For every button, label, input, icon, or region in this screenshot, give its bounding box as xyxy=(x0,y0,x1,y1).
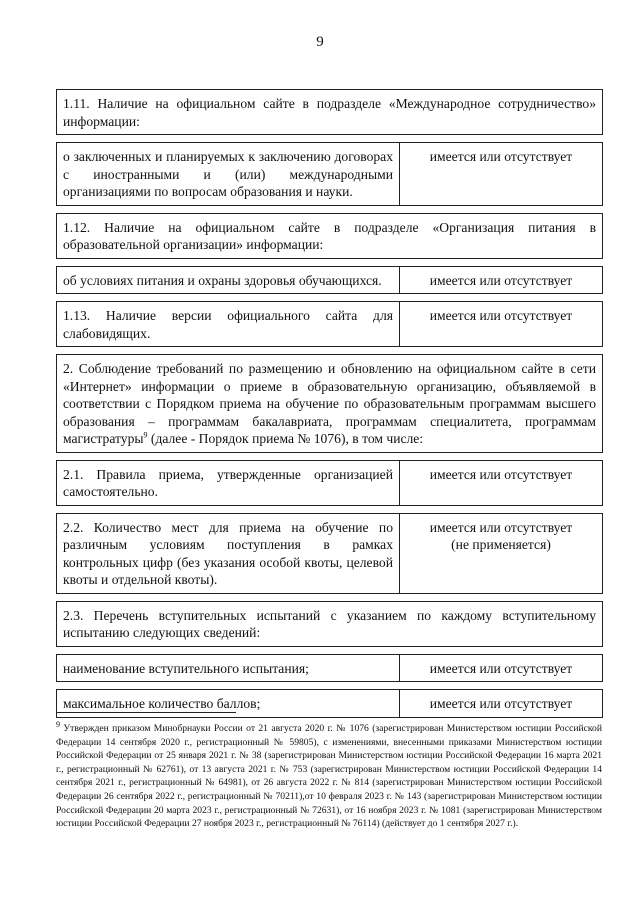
table-row xyxy=(57,143,603,206)
section-2-3-row-2-item: максимальное количество баллов; xyxy=(57,690,400,718)
section-2-3-row-1-item: наименование вступительного испытания; xyxy=(57,654,400,682)
section-2-title-part2: (далее - Порядок приема № 1076), в том числе: xyxy=(147,431,424,446)
footnote-mark: 9 xyxy=(143,430,148,440)
section-1-11-title: 1.11. Наличие на официальном сайте в подразделе «Международное сотрудничество» информации: xyxy=(57,90,603,135)
section-1-12-value: имеется или отсутствует xyxy=(400,266,603,294)
section-2-1-item: 2.1. Правила приема, утвержденные организацией самостоятельно. xyxy=(57,460,400,505)
section-2-2-value-cell xyxy=(400,513,603,593)
footnote-separator xyxy=(56,712,236,713)
section-2-2-value-note: (не применяется) xyxy=(451,537,551,552)
footnote-number: 9 xyxy=(56,719,60,729)
section-2-2-value: имеется или отсутствует xyxy=(429,519,573,535)
section-1-13-value: имеется или отсутствует xyxy=(400,302,603,347)
section-2-title-part1: 2. Соблюдение требований по размещению и обновлению на официальном сайте в сети «Интернет» информации о приеме в образовательную организацию, объявляемой в соответствии с Порядком приема на обучение по образовательным программам высшего образования – программам бакалавриата, программам специалитета, программам магистратуры xyxy=(63,361,597,446)
footnote-text: Утвержден приказом Минобрнауки России от 21 августа 2020 г. № 1076 (зарегистрирован Министерством юстиции Российской Федерации 14 сентября 2020 г., регистрационный № 59805), с изменениями, внесенными приказами Министерством юстиции Российской Федерации от 25 января 2021 г. № 38 (зарегистрирован Министерством юстиции Российской Федерации 16 марта 2021 г., регистрационный № 62761), от 13 августа 2021 г. № 753 (зарегистрирован Министерством юстиции Российской Федерации 14 сентября 2021 г., регистрационный № 64981), от 26 августа 2022 г. № 814 (зарегистрирован Министерством юстиции Российской Федерации 26 сентября 2022 г., регистрационный № 70211),от 10 февраля 2023 г. № 143 (зарегистрирован Министерством юстиции Российской Федерации 20 марта 2023 г., регистрационный № 72631), от 16 ноября 2023 г. № 1081 (зарегистрирован Министерством юстиции Российской Федерации 27 ноября 2023 г., регистрационный № 76114) (действует до 1 сентября 2027 г.). xyxy=(56,723,602,830)
section-1-12-item: об условиях питания и охраны здоровья обучающихся. xyxy=(57,266,400,294)
section-2-title-row xyxy=(57,355,603,453)
footnote xyxy=(56,719,602,831)
section-2-2-item: 2.2. Количество мест для приема на обучение по различным условиям поступления в рамках контрольных цифр (без указания особой квоты, целевой квоты и отдельной квоты). xyxy=(57,513,400,593)
table-row xyxy=(57,654,603,682)
requirements-table xyxy=(56,89,603,718)
section-2-3-title-row xyxy=(57,601,603,646)
section-2-3-title: 2.3. Перечень вступительных испытаний с указанием по каждому вступительному испытанию следующих сведений: xyxy=(57,601,603,646)
section-1-11-item: о заключенных и планируемых к заключению договорах с иностранными и (или) международными организациями по вопросам образования и науки. xyxy=(57,143,400,206)
section-2-3-row-2-value: имеется или отсутствует xyxy=(400,690,603,718)
section-1-11-title-row xyxy=(57,90,603,135)
table-row xyxy=(57,460,603,505)
section-1-12-title-row xyxy=(57,213,603,258)
section-1-11-value: имеется или отсутствует xyxy=(400,143,603,206)
section-1-12-title: 1.12. Наличие на официальном сайте в подразделе «Организация питания в образовательной организации» информации: xyxy=(57,213,603,258)
section-1-13-item: 1.13. Наличие версии официального сайта для слабовидящих. xyxy=(57,302,400,347)
section-2-1-value: имеется или отсутствует xyxy=(400,460,603,505)
table-row xyxy=(57,266,603,294)
section-2-title xyxy=(57,355,603,453)
section-2-3-row-1-value: имеется или отсутствует xyxy=(400,654,603,682)
page-number: 9 xyxy=(316,34,324,50)
table-row xyxy=(57,513,603,593)
table-row xyxy=(57,302,603,347)
